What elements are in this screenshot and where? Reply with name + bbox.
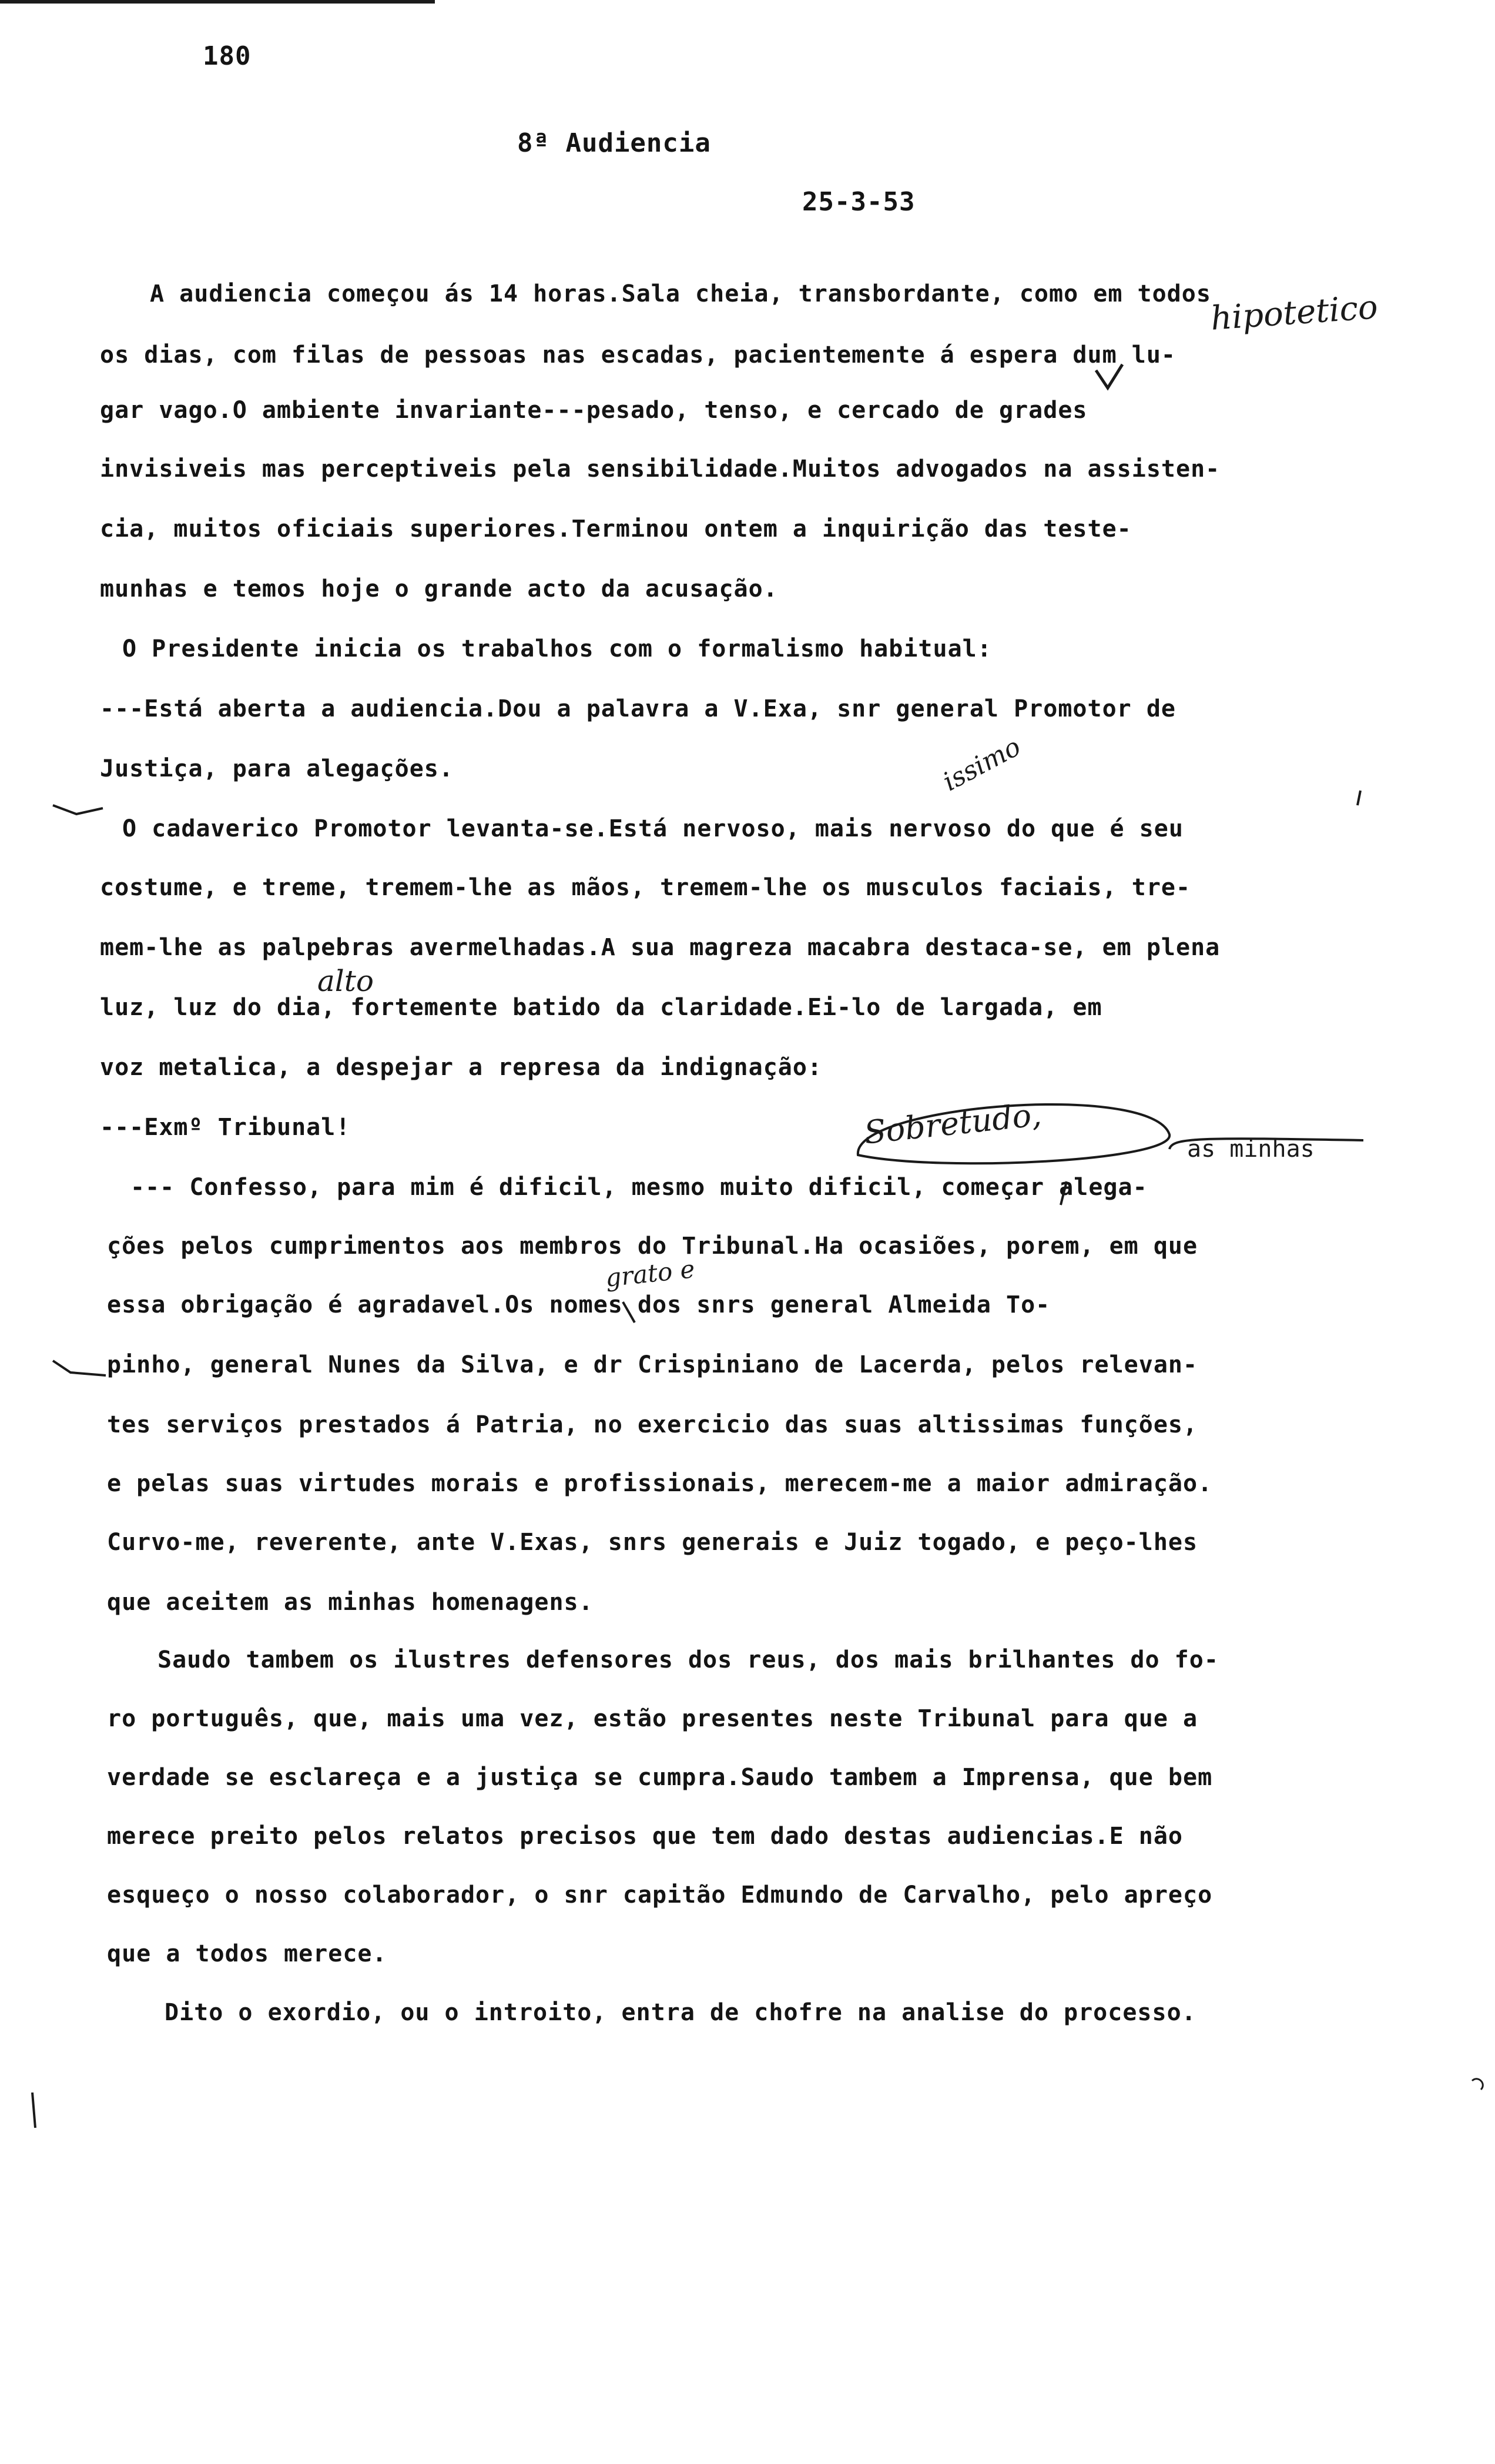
edge-scribble: [1472, 2079, 1483, 2090]
annotation-alto: alto: [317, 964, 374, 998]
body-line-5: cia, muitos oficiais superiores.Terminou ontem a inquirição das teste-: [100, 515, 1132, 543]
body-line-11: costume, e treme, tremem-lhe as mãos, tremem-lhe os musculos faciais, tre-: [100, 874, 1191, 901]
margin-tick: [32, 2093, 35, 2128]
body-line-13: luz, luz do dia, fortemente batido da claridade.Ei-lo de largada, em: [100, 994, 1102, 1021]
body-line-25: ro português, que, mais uma vez, estão presentes neste Tribunal para que a: [107, 1705, 1198, 1732]
body-line-17: ções pelos cumprimentos aos membros do Tribunal.Ha ocasiões, porem, em que: [107, 1233, 1198, 1260]
body-line-2: os dias, com filas de pessoas nas escadas, pacientemente á espera dum lu-: [100, 342, 1176, 369]
body-line-24: Saudo tambem os ilustres defensores dos reus, dos mais brilhantes do fo-: [157, 1646, 1219, 1673]
body-line-6: munhas e temos hoje o grande acto da acusação.: [100, 575, 778, 602]
body-line-18: essa obrigação é agradavel.Os nomes dos snrs general Almeida To-: [107, 1291, 1051, 1318]
body-line-23: que aceitem as minhas homenagens.: [107, 1589, 594, 1616]
margin-mark-1: [53, 805, 103, 814]
annotation-grato-e: grato e: [604, 1254, 696, 1293]
margin-mark-2: [53, 1361, 106, 1375]
accent-tick: [1357, 791, 1360, 805]
body-line-21: e pelas suas virtudes morais e profissionais, merecem-me a maior admiração.: [107, 1470, 1213, 1497]
body-line-15: ---Exmº Tribunal!: [100, 1114, 351, 1141]
session-title: 8ª Audiencia: [517, 128, 711, 158]
body-line-27: merece preito pelos relatos precisos que tem dado destas audiencias.E não: [107, 1823, 1183, 1850]
body-line-8: ---Está aberta a audiencia.Dou a palavra a V.Exa, snr general Promotor de: [100, 695, 1176, 722]
body-line-14: voz metalica, a despejar a represa da indignação:: [100, 1054, 823, 1081]
body-line-29: que a todos merece.: [107, 1940, 387, 1967]
insert-caret-1: [1096, 364, 1122, 388]
body-line-7: O Presidente inicia os trabalhos com o formalismo habitual:: [122, 635, 992, 662]
insert-caret-3: [623, 1302, 635, 1323]
body-line-12: mem-lhe as palpebras avermelhadas.A sua magreza macabra destaca-se, em plena: [100, 934, 1221, 961]
body-line-1: A audiencia começou ás 14 horas.Sala cheia, transbordante, como em todos: [150, 280, 1211, 307]
body-line-20: tes serviços prestados á Patria, no exercicio das suas altissimas funções,: [107, 1411, 1198, 1438]
body-line-28: esqueço o nosso colaborador, o snr capitão Edmundo de Carvalho, pelo apreço: [107, 1882, 1213, 1909]
body-line-26: verdade se esclareça e a justiça se cumpra.Saudo tambem a Imprensa, que bem: [107, 1764, 1213, 1791]
annotation-sobretudo: Sobretudo,: [862, 1096, 1044, 1151]
body-line-19: pinho, general Nunes da Silva, e dr Crispiniano de Lacerda, pelos relevan-: [107, 1351, 1198, 1378]
annotation-hipotetico: hipotetico: [1209, 288, 1379, 338]
sobretudo-circle: [858, 1104, 1169, 1163]
annotation-as-minhas: as minhas: [1187, 1136, 1315, 1163]
body-line-3: gar vago.O ambiente invariante---pesado, tenso, e cercado de grades: [100, 397, 1088, 424]
body-line-10: O cadaverico Promotor levanta-se.Está nervoso, mais nervoso do que é seu: [122, 815, 1184, 842]
body-line-16: --- Confesso, para mim é dificil, mesmo muito dificil, começar alega-: [130, 1174, 1148, 1201]
annotation-issimo: issimo: [938, 731, 1026, 798]
as-minhas-bracket: [1169, 1139, 1363, 1149]
body-line-4: invisiveis mas perceptiveis pela sensibilidade.Muitos advogados na assisten-: [100, 456, 1221, 483]
body-line-30: Dito o exordio, ou o introito, entra de chofre na analise do processo.: [165, 1999, 1196, 2026]
body-line-9: Justiça, para alegações.: [100, 755, 454, 782]
page-number: 180: [203, 41, 252, 71]
body-line-22: Curvo-me, reverente, ante V.Exas, snrs generais e Juiz togado, e peço-lhes: [107, 1529, 1198, 1556]
insert-caret-2: [1061, 1181, 1067, 1205]
session-date: 25-3-53: [802, 187, 916, 217]
